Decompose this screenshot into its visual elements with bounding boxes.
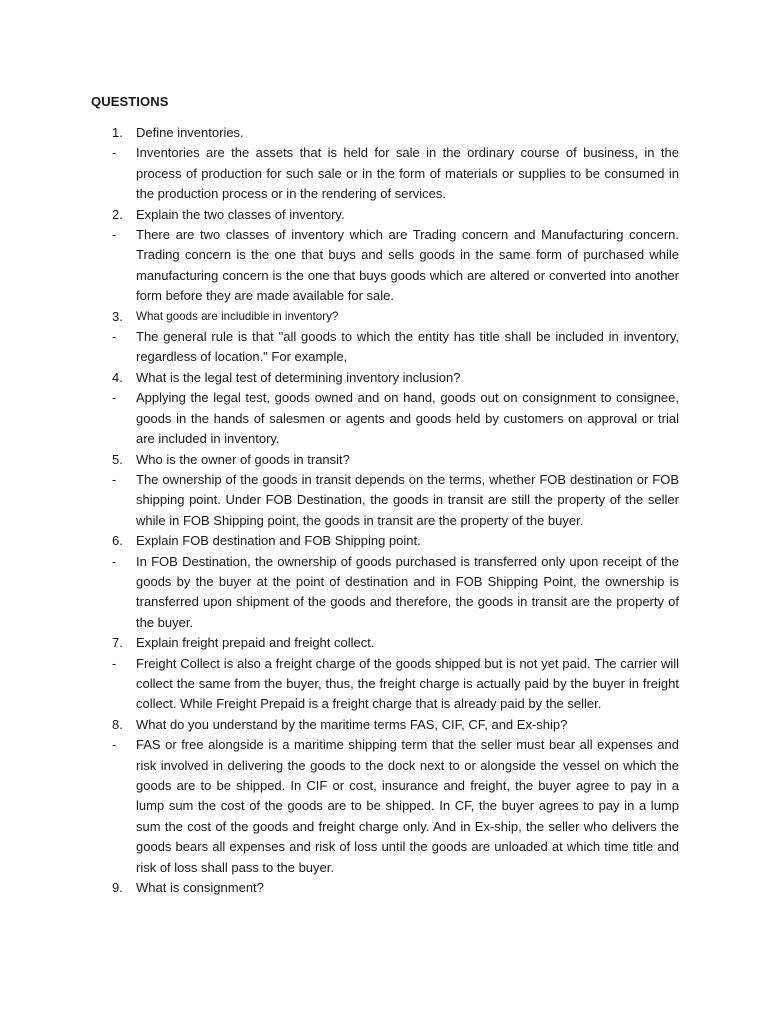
answer-item: [112, 470, 679, 531]
answer-item: [112, 735, 679, 878]
answer-dash: -: [112, 655, 117, 671]
question-number: 5.: [112, 451, 123, 467]
question-number: 7.: [112, 635, 123, 651]
question-item: [112, 450, 679, 470]
question-number: 4.: [112, 369, 123, 385]
answer-item: [112, 388, 679, 449]
question-text: What is consignment?: [136, 880, 264, 896]
answer-item: [112, 327, 679, 368]
question-number: 9.: [112, 880, 123, 896]
answer-dash: -: [112, 329, 117, 345]
question-item: [112, 123, 679, 143]
question-text: Define inventories.: [136, 125, 244, 140]
question-item: [112, 531, 679, 551]
question-text: What goods are includible in inventory?: [136, 309, 339, 323]
question-number: 3.: [112, 308, 123, 324]
question-number: 8.: [112, 716, 123, 732]
question-item: [112, 633, 679, 653]
page-heading: QUESTIONS: [91, 94, 169, 109]
answer-text: Applying the legal test, goods owned and on hand, goods out on consignment to consignee, goods in the hands of salesmen or agents and goods held by customers on approval or trial are included in inventory.: [136, 390, 679, 447]
answer-item: [112, 143, 679, 204]
question-text: Explain freight prepaid and freight collect.: [136, 635, 375, 651]
question-item: [112, 368, 679, 388]
question-number: 2.: [112, 206, 123, 222]
question-text: Explain the two classes of inventory.: [136, 206, 345, 222]
question-item: [112, 715, 679, 735]
answer-text: FAS or free alongside is a maritime shipping term that the seller must bear all expenses and risk involved in delivering the goods to the dock next to or alongside the vessel on which the goods are to be shipped. In CIF or cost, insurance and freight, the buyer agree to pay in a lump sum the cost of the goods are to be shipped. In CF, the buyer agrees to pay in a lump sum the cost of the goods and freight charge only. And in Ex-ship, the seller who delivers the goods bears all expenses and risk of loss until the goods are unloaded at which time title and risk of loss shall pass to the buyer.: [136, 737, 679, 875]
question-number: 6.: [112, 533, 123, 549]
question-item: [112, 205, 679, 225]
answer-item: [112, 552, 679, 634]
question-text: Who is the owner of goods in transit?: [136, 451, 350, 467]
answer-text: Freight Collect is also a freight charge of the goods shipped but is not yet paid. The carrier will collect the same from the buyer, thus, the freight charge is actually paid by the buyer in freight collect. While Freight Prepaid is a freight charge that is already paid by the seller.: [136, 655, 679, 712]
answer-dash: -: [112, 390, 117, 406]
question-text: What is the legal test of determining inventory inclusion?: [136, 369, 461, 385]
answer-dash: -: [112, 737, 117, 753]
answer-dash: -: [112, 227, 117, 243]
answer-dash: -: [112, 553, 117, 569]
answer-text: In FOB Destination, the ownership of goods purchased is transferred only upon receipt of the goods by the buyer at the point of destination and in FOB Shipping Point, the ownership is transferred upon shipment of the goods and therefore, the goods in transit are the property of the buyer.: [136, 553, 679, 630]
answer-text: The ownership of the goods in transit depends on the terms, whether FOB destination or FOB shipping point. Under FOB Destination, the goods in transit are still the property of the seller while in FOB Shipping point, the goods in transit are the property of the buyer.: [136, 471, 679, 528]
answer-text: There are two classes of inventory which are Trading concern and Manufacturing concern. Trading concern is the one that buys and sells goods in the same form of purchased while manufacturing concern is the one that buys goods which are altered or converted into another form before they are made available for sale.: [136, 227, 679, 304]
question-list: [112, 123, 679, 898]
question-item: [112, 878, 679, 898]
question-item: [112, 307, 679, 327]
answer-text: The general rule is that "all goods to which the entity has title shall be included in inventory, regardless of location." For example,: [136, 329, 679, 365]
question-number: 1.: [112, 125, 123, 140]
answer-item: [112, 225, 679, 307]
answer-item: [112, 654, 679, 715]
answer-text: Inventories are the assets that is held for sale in the ordinary course of business, in the process of production for such sale or in the form of materials or supplies to be consumed in the production process or in the rendering of services.: [136, 145, 679, 202]
question-text: What do you understand by the maritime terms FAS, CIF, CF, and Ex-ship?: [136, 716, 568, 732]
answer-dash: -: [112, 145, 117, 161]
answer-dash: -: [112, 471, 117, 487]
question-text: Explain FOB destination and FOB Shipping point.: [136, 533, 421, 549]
